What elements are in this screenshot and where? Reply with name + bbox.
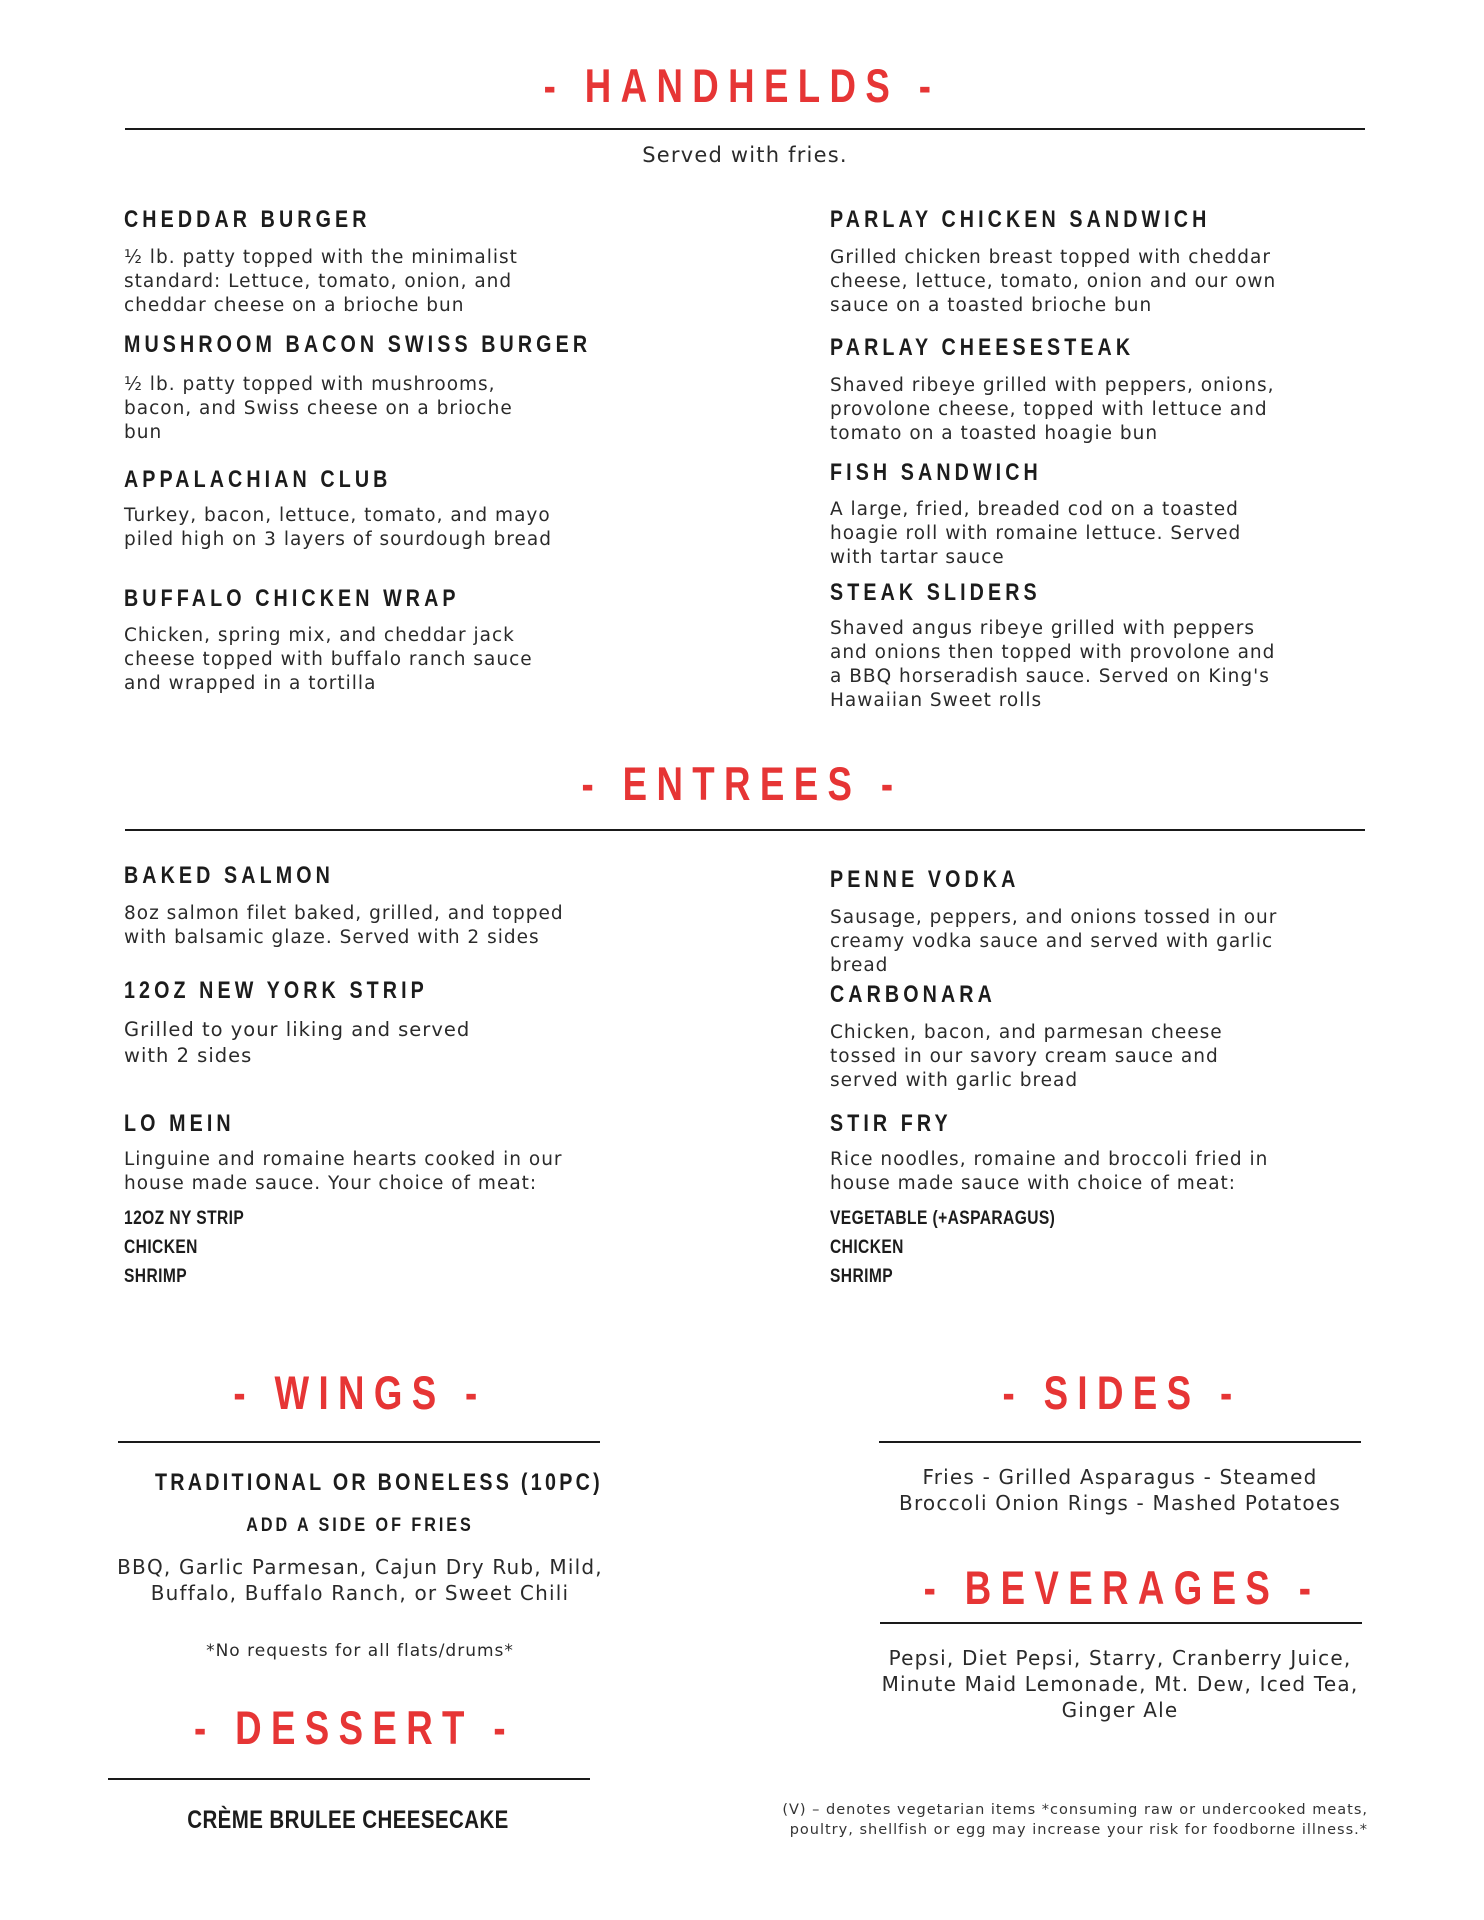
menu-item-description: Chicken, spring mix, and cheddar jack cheese topped with buffalo ranch sauce and wrapped in a tortilla bbox=[124, 625, 533, 694]
menu-item-description: Turkey, bacon, lettuce, tomato, and mayo piled high on 3 layers of sourdough bread bbox=[124, 505, 552, 550]
meat-option: 12OZ NY STRIP bbox=[124, 1208, 245, 1229]
meat-option: VEGETABLE (+ASPARAGUS) bbox=[830, 1208, 1056, 1229]
menu-item-title: FISH SANDWICH bbox=[830, 459, 1042, 486]
menu-item-description: Linguine and romaine hearts cooked in our house made sauce. Your choice of meat: bbox=[124, 1149, 563, 1194]
menu-item-description: Shaved angus ribeye grilled with peppers and onions then topped with provolone and a BBQ horseradish sauce. Served on King's Hawaiian Sweet rolls bbox=[830, 618, 1276, 711]
menu-item-title: PENNE VODKA bbox=[830, 866, 1020, 893]
dessert-item-title: CRÈME BRULEE CHEESECAKE bbox=[187, 1806, 509, 1834]
dessert-title: - DESSERT - bbox=[194, 1701, 515, 1754]
menu-item-title: STIR FRY bbox=[830, 1110, 952, 1137]
wings-item-title: TRADITIONAL OR BONELESS (10PC) bbox=[155, 1469, 603, 1496]
footer-disclaimer: (V) – denotes vegetarian items *consuming raw or undercooked meats, poultry, shellfish or egg may increase your risk for foodborne illness.* bbox=[782, 1802, 1368, 1838]
wings-addon: ADD A SIDE OF FRIES bbox=[246, 1515, 474, 1536]
wings-title: - WINGS - bbox=[233, 1366, 487, 1419]
menu-item-title: PARLAY CHEESESTEAK bbox=[830, 334, 1135, 361]
menu-item-title: BAKED SALMON bbox=[124, 862, 334, 889]
wings-note: *No requests for all flats/drums* bbox=[206, 1641, 514, 1661]
menu-item-title: PARLAY CHICKEN SANDWICH bbox=[830, 206, 1211, 233]
beverages-title: - BEVERAGES - bbox=[923, 1561, 1321, 1614]
entrees-title: - ENTREES - bbox=[581, 757, 903, 810]
menu-item-description: A large, fried, breaded cod on a toasted hoagie roll with romaine lettuce. Served with tartar sauce bbox=[830, 499, 1242, 568]
menu-item-title: BUFFALO CHICKEN WRAP bbox=[124, 585, 460, 612]
menu-item-title: LO MEIN bbox=[124, 1110, 235, 1137]
meat-option: SHRIMP bbox=[124, 1266, 188, 1287]
sides-divider bbox=[879, 1441, 1361, 1443]
sides-title: - SIDES - bbox=[1002, 1366, 1242, 1419]
menu-item-description: ½ lb. patty topped with mushrooms, bacon, and Swiss cheese on a brioche bun bbox=[124, 374, 513, 443]
meat-option: CHICKEN bbox=[124, 1237, 198, 1258]
entrees-divider bbox=[125, 829, 1365, 831]
menu-item-description: Shaved ribeye grilled with peppers, onions, provolone cheese, topped with lettuce and tomato on a toasted hoagie bun bbox=[830, 375, 1275, 444]
handhelds-title: - HANDHELDS - bbox=[543, 59, 941, 112]
menu-item-title: 12OZ NEW YORK STRIP bbox=[124, 977, 428, 1004]
wings-flavors: BBQ, Garlic Parmesan, Cajun Dry Rub, Mild, Buffalo, Buffalo Ranch, or Sweet Chili bbox=[117, 1555, 603, 1605]
wings-divider bbox=[118, 1441, 600, 1443]
menu-item-title: MUSHROOM BACON SWISS BURGER bbox=[124, 331, 592, 358]
menu-item-description: ½ lb. patty topped with the minimalist standard: Lettuce, tomato, onion, and cheddar cheese on a brioche bun bbox=[124, 247, 518, 316]
menu-item-title: STEAK SLIDERS bbox=[830, 579, 1041, 606]
sides-list: Fries - Grilled Asparagus - Steamed Broccoli Onion Rings - Mashed Potatoes bbox=[899, 1465, 1341, 1515]
handhelds-divider bbox=[125, 128, 1365, 130]
menu-item-title: CARBONARA bbox=[830, 981, 996, 1008]
beverages-divider bbox=[880, 1622, 1362, 1624]
menu-item-description: Chicken, bacon, and parmesan cheese tossed in our savory cream sauce and served with garlic bread bbox=[830, 1022, 1223, 1091]
menu-item-description: Rice noodles, romaine and broccoli fried in house made sauce with choice of meat: bbox=[830, 1149, 1269, 1194]
menu-item-title: CHEDDAR BURGER bbox=[124, 206, 371, 233]
menu-item-description: Sausage, peppers, and onions tossed in our creamy vodka sauce and served with garlic bread bbox=[830, 907, 1278, 976]
meat-option: SHRIMP bbox=[830, 1266, 894, 1287]
menu-item-description: Grilled to your liking and served with 2 sides bbox=[124, 1018, 471, 1067]
menu-item-title: APPALACHIAN CLUB bbox=[124, 466, 392, 493]
beverages-list: Pepsi, Diet Pepsi, Starry, Cranberry Juice, Minute Maid Lemonade, Mt. Dew, Iced Tea, Ginger Ale bbox=[881, 1646, 1359, 1722]
handhelds-subtitle: Served with fries. bbox=[642, 143, 848, 167]
menu-item-description: Grilled chicken breast topped with cheddar cheese, lettuce, tomato, onion and our own sauce on a toasted brioche bun bbox=[830, 247, 1277, 316]
menu-item-description: 8oz salmon filet baked, grilled, and topped with balsamic glaze. Served with 2 sides bbox=[124, 903, 564, 948]
meat-option: CHICKEN bbox=[830, 1237, 904, 1258]
dessert-divider bbox=[108, 1778, 590, 1780]
